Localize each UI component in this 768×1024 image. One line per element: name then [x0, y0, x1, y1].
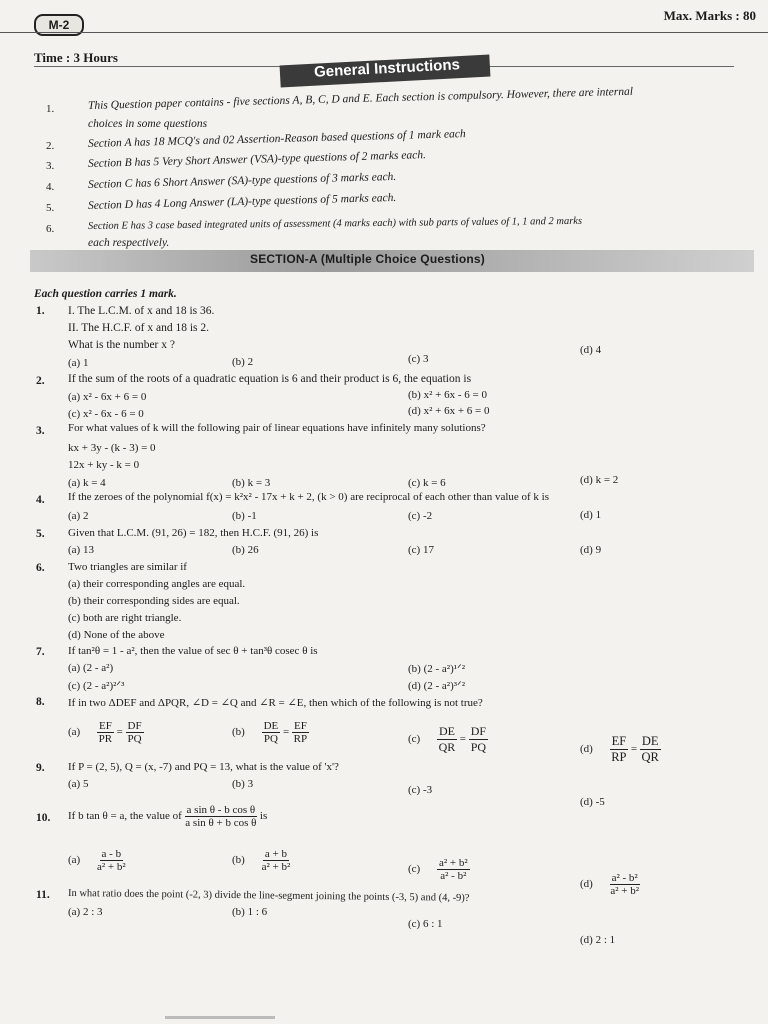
- question-number: 4.: [36, 494, 45, 506]
- question-number: 3.: [36, 425, 45, 437]
- fraction: [437, 724, 457, 755]
- numerator: DE: [263, 720, 279, 732]
- question-number: 7.: [36, 646, 45, 658]
- option-b: (b) k = 3: [232, 477, 271, 489]
- option-d: (d) $\frac{EF}{RP}$ = $\frac{DE}{QR}$: [580, 734, 659, 764]
- option-label: (a): [68, 726, 81, 739]
- option-c: (c) 6 : 1: [408, 918, 443, 930]
- instruction-number: 5.: [46, 202, 55, 214]
- question-text: For what values of k will the following pair of linear equations have infinitely many solutions?: [68, 422, 486, 434]
- option-d: (d) 2 : 1: [580, 934, 616, 946]
- question-number: 10.: [36, 812, 51, 824]
- numerator: a - b: [101, 848, 122, 860]
- option-label: (d): [580, 743, 593, 756]
- option-label: (b): [232, 854, 245, 867]
- option-b: (b) 26: [232, 544, 259, 556]
- option-b: (b) 2: [232, 356, 254, 368]
- instruction-text: Section C has 6 Short Answer (SA)-type questions of 3 marks each.: [87, 170, 397, 191]
- option-d: (d) -5: [580, 796, 605, 808]
- numerator: DE: [438, 724, 455, 738]
- question-text: If the zeroes of the polynomial f(x) = k²x² - 17x + k + 2, (k > 0) are reciprocal of each other than value of k is: [68, 491, 550, 503]
- option-b: (b) their corresponding sides are equal.: [68, 595, 240, 607]
- fraction: [185, 804, 258, 829]
- question-text: Two triangles are similar if: [68, 561, 187, 573]
- question-text: What is the number x ?: [68, 339, 175, 351]
- question-text: If in two ΔDEF and ΔPQR, ∠D = ∠Q and ∠R = ∠E, then which of the following is not true?: [68, 697, 483, 709]
- fraction: [437, 857, 470, 882]
- option-a: (a) 2 : 3: [68, 906, 103, 918]
- option-label: (c): [408, 863, 421, 876]
- fraction: [469, 724, 488, 755]
- option-d: (d) 1: [580, 509, 602, 521]
- option-d: [580, 872, 640, 897]
- instruction-number: 4.: [46, 181, 55, 193]
- option-d: (d) 9: [580, 544, 602, 556]
- numerator: DF: [470, 724, 487, 738]
- question-number: 11.: [36, 889, 50, 901]
- question-statement: II. The H.C.F. of x and 18 is 2.: [68, 322, 210, 334]
- exam-time: Time : 3 Hours: [34, 50, 118, 65]
- option-a: (a) 1: [68, 357, 89, 369]
- option-c: (c) 3: [408, 353, 429, 365]
- denominator: a² - b²: [440, 870, 467, 882]
- question-text: If tan²θ = 1 - a², then the value of sec θ + tan³θ cosec θ is: [68, 645, 318, 657]
- question-statement: I. The L.C.M. of x and 18 is 36.: [68, 305, 215, 317]
- option-b: (b) -1: [232, 510, 257, 522]
- option-c: (c) 17: [408, 544, 434, 556]
- option-c: (c) x² - 6x - 6 = 0: [68, 408, 144, 420]
- question-text: [68, 804, 267, 829]
- instruction-text: Section D has 4 Long Answer (LA)-type questions of 5 marks each.: [87, 191, 397, 212]
- option-d: (d) None of the above: [68, 629, 165, 641]
- question-text: Given that L.C.M. (91, 26) = 182, then H.C.F. (91, 26) is: [68, 527, 319, 539]
- fraction: [97, 720, 114, 745]
- option-label: (c): [408, 733, 421, 746]
- denominator: RP: [293, 733, 308, 745]
- denominator: a² + b²: [610, 885, 639, 897]
- option-d: (d) (2 - a²)³ᐟ²: [408, 680, 465, 692]
- fraction: [262, 720, 281, 745]
- general-instructions-title: General Instructions: [313, 56, 461, 81]
- option-b: (b) (2 - a²)¹ᐟ²: [408, 663, 465, 675]
- fraction: [610, 872, 640, 897]
- option-b: (b) 1 : 6: [232, 906, 268, 918]
- header-rule: [0, 32, 768, 33]
- numerator: EF: [98, 720, 112, 732]
- equation: 12x + ky - k = 0: [68, 459, 140, 471]
- numerator: a² + b²: [438, 857, 468, 869]
- page-edge-mark: [165, 1016, 275, 1019]
- option-c: (c) -2: [408, 510, 433, 522]
- option-b: (b) x² + 6x - 6 = 0: [408, 389, 487, 401]
- option-b: [232, 848, 290, 873]
- option-d: (d) 4: [580, 344, 602, 356]
- question-text: In what ratio does the point (-2, 3) divide the line-segment joining the points (-3, 5) and (4, -9)?: [67, 888, 470, 904]
- page-tag: M-2: [34, 14, 84, 36]
- question-number: 2.: [36, 375, 45, 387]
- denominator: QR: [438, 740, 456, 754]
- instruction-text: each respectively.: [88, 237, 170, 249]
- question-text: If P = (2, 5), Q = (x, -7) and PQ = 13, what is the value of 'x'?: [68, 761, 339, 773]
- numerator: a sin θ - b cos θ: [186, 804, 256, 816]
- option-a: (a) k = 4: [68, 477, 106, 489]
- instruction-number: 3.: [46, 160, 55, 172]
- option-label: (d): [580, 878, 593, 891]
- option-label: (b): [232, 726, 245, 739]
- fraction: [640, 734, 661, 765]
- option-label: (a): [68, 854, 81, 867]
- option-c: (c) (2 - a²)²ᐟ³: [68, 680, 125, 692]
- question-number: 8.: [36, 696, 45, 708]
- option-c: (c) $\frac{DE}{QR}$ = $\frac{DF}{PQ}$: [408, 724, 487, 754]
- denominator: PR: [98, 733, 113, 745]
- instruction-number: 6.: [46, 223, 55, 235]
- numerator: DE: [641, 734, 659, 748]
- instruction-text: Section A has 18 MCQ's and 02 Assertion-Reason based questions of 1 mark each: [87, 128, 466, 150]
- option-d: (d) k = 2: [580, 474, 619, 486]
- option-a: (a) x² - 6x + 6 = 0: [68, 391, 147, 403]
- marks-note: Each question carries 1 mark.: [34, 288, 177, 300]
- question-number: 5.: [36, 528, 45, 540]
- denominator: PQ: [470, 740, 487, 754]
- option-c: [408, 857, 470, 882]
- max-marks: Max. Marks : 80: [663, 8, 756, 23]
- question-number: 9.: [36, 762, 45, 774]
- option-a: [68, 848, 126, 873]
- option-b: (b) 3: [232, 778, 254, 790]
- fraction: [292, 720, 309, 745]
- denominator: PQ: [263, 733, 278, 745]
- denominator: a² + b²: [96, 861, 126, 873]
- fraction: [97, 848, 126, 873]
- option-c: (c) -3: [408, 784, 433, 796]
- option-a: (a) 5: [68, 778, 89, 790]
- denominator: a sin θ + b cos θ: [185, 817, 257, 829]
- numerator: EF: [293, 720, 307, 732]
- denominator: a² + b²: [261, 861, 291, 873]
- denominator: QR: [641, 750, 659, 764]
- instruction-number: 1.: [46, 103, 55, 115]
- question-number: 1.: [36, 305, 45, 317]
- question-text: If the sum of the roots of a quadratic equation is 6 and their product is 6, the equation is: [68, 373, 472, 385]
- fraction: [610, 734, 629, 765]
- numerator: a + b: [264, 848, 287, 860]
- option-a: (a) (2 - a²): [68, 662, 114, 674]
- option-a: (a) $\frac{EF}{PR}$ = $\frac{DF}{PQ}$: [68, 720, 142, 745]
- option-b: (b) $\frac{DE}{PQ}$ = $\frac{EF}{RP}$: [232, 720, 308, 745]
- instruction-text: Section B has 5 Very Short Answer (VSA)-type questions of 2 marks each.: [87, 149, 427, 170]
- question-text-pre: If b tan θ = a, the value of: [68, 810, 182, 823]
- numerator: a² - b²: [611, 872, 638, 884]
- numerator: EF: [611, 734, 627, 748]
- instruction-text: Section E has 3 case based integrated units of assessment (4 marks each) with sub parts of values of 1, 1 and 2 marks: [87, 215, 583, 232]
- option-a: (a) 2: [68, 510, 89, 522]
- instruction-number: 2.: [46, 140, 55, 152]
- instruction-text: This Question paper contains - five sections A, B, C, D and E. Each section is compulsory. However, there are internal: [87, 85, 634, 112]
- denominator: PQ: [127, 733, 142, 745]
- option-d: (d) x² + 6x + 6 = 0: [408, 405, 490, 417]
- section-a-title: SECTION-A (Multiple Choice Questions): [250, 252, 485, 266]
- question-number: 6.: [36, 562, 45, 574]
- option-c: (c) k = 6: [408, 477, 446, 489]
- question-text-post: is: [259, 810, 268, 823]
- option-c: (c) both are right triangle.: [68, 612, 182, 624]
- fraction: [262, 848, 291, 873]
- fraction: [126, 720, 144, 745]
- option-a: (a) 13: [68, 544, 94, 556]
- equation: kx + 3y - (k - 3) = 0: [68, 442, 156, 454]
- instruction-text: choices in some questions: [88, 118, 208, 130]
- option-a: (a) their corresponding angles are equal.: [68, 578, 246, 590]
- denominator: RP: [611, 750, 627, 764]
- numerator: DF: [127, 720, 142, 732]
